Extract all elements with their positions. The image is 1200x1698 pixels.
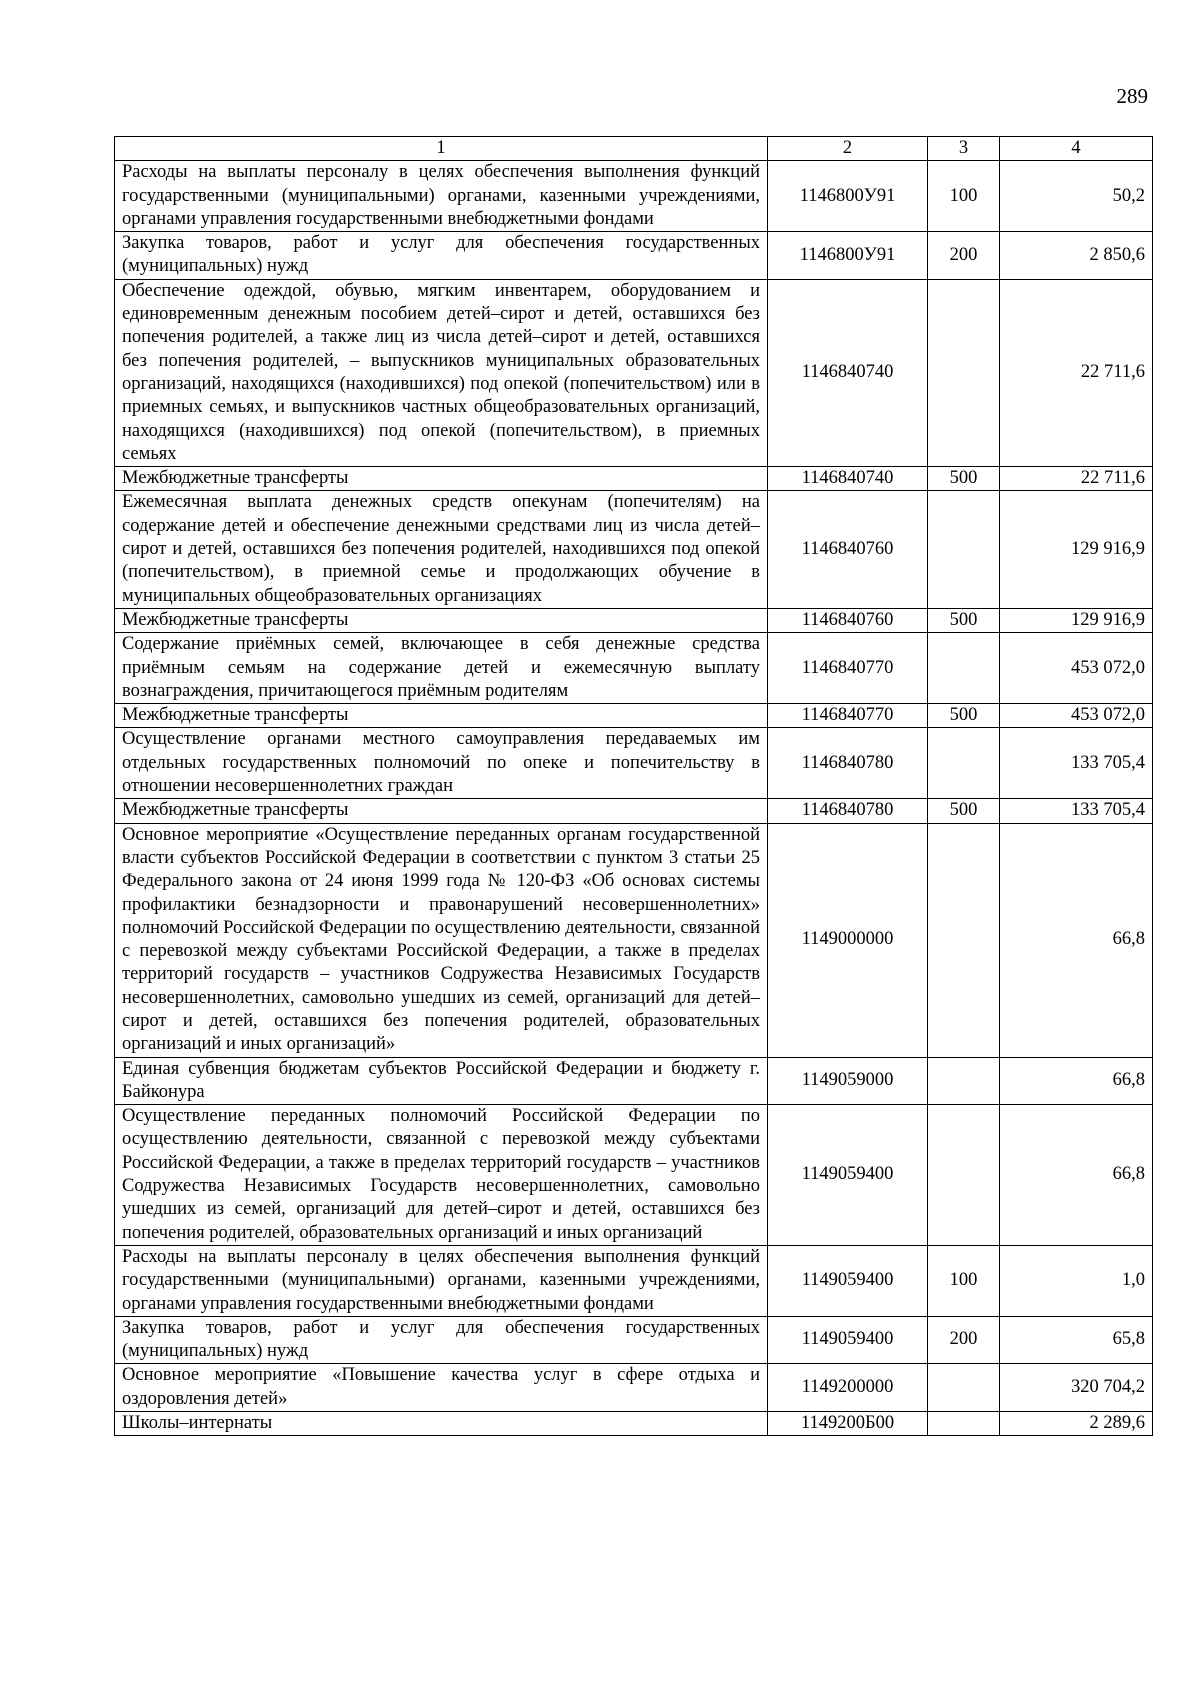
table-row: [115, 491, 1153, 608]
row-expense-type: [928, 1057, 1000, 1105]
row-description: Расходы на выплаты персоналу в целях обеспечения выполнения функций государственными (муниципальными) органами, казенными учреждениями, органами управления государственными внебюджетными фондами: [115, 161, 768, 232]
row-description: Основное мероприятие «Осуществление переданных органам государственной власти субъектов Российской Федерации в соответствии с пунктом 3 статьи 25 Федерального закона от 24 июня 1999 года № 120-ФЗ «Об основах системы профилактики безнадзорности и правонарушений несовершеннолетних» полномочий Российской Федерации по осуществлению деятельности, связанной с перевозкой между субъектами Российской Федерации, а также в пределах территорий государств – участников Содружества Независимых Государств несовершеннолетних, самовольно ушедших из семей, организаций для детей–сирот и детей, оставшихся без попечения родителей, образовательных организаций и иных организаций»: [115, 823, 768, 1057]
row-description: Основное мероприятие «Повышение качества услуг в сфере отдыха и оздоровления детей»: [115, 1364, 768, 1412]
row-target-code: 1149059400: [768, 1316, 928, 1364]
row-expense-type: [928, 279, 1000, 466]
row-amount: 2 289,6: [1000, 1412, 1153, 1436]
row-target-code: 1149059400: [768, 1105, 928, 1246]
table-row: [115, 1364, 1153, 1412]
table-row: [115, 799, 1153, 823]
row-description: Межбюджетные трансферты: [115, 608, 768, 632]
row-expense-type: [928, 633, 1000, 704]
row-description: Ежемесячная выплата денежных средств опекунам (попечителям) на содержание детей и обеспечение денежными средствами лиц из числа детей–сирот и детей, оставшихся без попечения родителей, находившихся под опекой (попечительством), в приемной семье и продолжающих обучение в муниципальных общеобразовательных организациях: [115, 491, 768, 608]
row-description: Закупка товаров, работ и услуг для обеспечения государственных (муниципальных) нужд: [115, 232, 768, 280]
row-amount: 66,8: [1000, 823, 1153, 1057]
row-expense-type: 100: [928, 161, 1000, 232]
row-expense-type: 200: [928, 1316, 1000, 1364]
row-target-code: 1146840780: [768, 728, 928, 799]
table-row: [115, 1316, 1153, 1364]
row-target-code: 1146800У91: [768, 232, 928, 280]
row-target-code: 1149200Б00: [768, 1412, 928, 1436]
row-target-code: 1146840740: [768, 279, 928, 466]
row-target-code: 1146840740: [768, 467, 928, 491]
row-expense-type: 500: [928, 799, 1000, 823]
row-amount: 129 916,9: [1000, 608, 1153, 632]
header-row: [115, 137, 1153, 161]
row-target-code: 1146800У91: [768, 161, 928, 232]
row-amount: 1,0: [1000, 1245, 1153, 1316]
row-amount: 453 072,0: [1000, 704, 1153, 728]
row-description: Межбюджетные трансферты: [115, 467, 768, 491]
column-header: 2: [768, 137, 928, 161]
table-row: [115, 633, 1153, 704]
budget-table: [114, 136, 1153, 1436]
row-amount: 50,2: [1000, 161, 1153, 232]
table-row: [115, 728, 1153, 799]
row-expense-type: [928, 823, 1000, 1057]
row-description: Межбюджетные трансферты: [115, 799, 768, 823]
row-amount: 133 705,4: [1000, 799, 1153, 823]
row-description: Закупка товаров, работ и услуг для обеспечения государственных (муниципальных) нужд: [115, 1316, 768, 1364]
row-description: Осуществление органами местного самоуправления передаваемых им отдельных государственных полномочий по опеке и попечительству в отношении несовершеннолетних граждан: [115, 728, 768, 799]
row-expense-type: [928, 1364, 1000, 1412]
row-description: Обеспечение одеждой, обувью, мягким инвентарем, оборудованием и единовременным денежным пособием детей–сирот и детей, оставшихся без попечения родителей, а также лиц из числа детей–сирот и детей, оставшихся без попечения родителей, – выпускников муниципальных образовательных организаций, находящихся (находившихся) под опекой (попечительством) или в приемных семьях, и выпускников частных общеобразовательных организаций, находящихся (находившихся) под опекой (попечительством), в приемных семьях: [115, 279, 768, 466]
row-expense-type: [928, 728, 1000, 799]
column-header: 3: [928, 137, 1000, 161]
row-expense-type: [928, 491, 1000, 608]
table-row: [115, 1412, 1153, 1436]
table-row: [115, 823, 1153, 1057]
row-amount: 453 072,0: [1000, 633, 1153, 704]
row-target-code: 1149000000: [768, 823, 928, 1057]
page-number: 289: [1116, 84, 1148, 108]
table-row: [115, 232, 1153, 280]
row-description: Осуществление переданных полномочий Российской Федерации по осуществлению деятельности, связанной с перевозкой между субъектами Российской Федерации, а также в пределах территорий государств – участников Содружества Независимых Государств несовершеннолетних, самовольно ушедших из семей, организаций для детей–сирот и детей, оставшихся без попечения родителей, образовательных организаций и иных организаций: [115, 1105, 768, 1246]
row-target-code: 1149200000: [768, 1364, 928, 1412]
row-description: Содержание приёмных семей, включающее в себя денежные средства приёмным семьям на содержание детей и ежемесячную выплату вознаграждения, причитающегося приёмным родителям: [115, 633, 768, 704]
row-target-code: 1149059400: [768, 1245, 928, 1316]
table-row: [115, 161, 1153, 232]
row-expense-type: [928, 1412, 1000, 1436]
row-expense-type: 500: [928, 704, 1000, 728]
row-expense-type: 500: [928, 608, 1000, 632]
row-description: Межбюджетные трансферты: [115, 704, 768, 728]
row-expense-type: 500: [928, 467, 1000, 491]
row-amount: 66,8: [1000, 1105, 1153, 1246]
table-row: [115, 1245, 1153, 1316]
row-expense-type: [928, 1105, 1000, 1246]
row-target-code: 1146840770: [768, 704, 928, 728]
row-amount: 22 711,6: [1000, 467, 1153, 491]
table-row: [115, 279, 1153, 466]
row-description: Расходы на выплаты персоналу в целях обеспечения выполнения функций государственными (муниципальными) органами, казенными учреждениями, органами управления государственными внебюджетными фондами: [115, 1245, 768, 1316]
row-target-code: 1146840760: [768, 491, 928, 608]
table-row: [115, 608, 1153, 632]
row-target-code: 1146840780: [768, 799, 928, 823]
table-row: [115, 1105, 1153, 1246]
row-expense-type: 200: [928, 232, 1000, 280]
row-amount: 133 705,4: [1000, 728, 1153, 799]
column-header: 1: [115, 137, 768, 161]
row-amount: 2 850,6: [1000, 232, 1153, 280]
row-amount: 129 916,9: [1000, 491, 1153, 608]
column-header: 4: [1000, 137, 1153, 161]
row-description: Единая субвенция бюджетам субъектов Российской Федерации и бюджету г. Байконура: [115, 1057, 768, 1105]
row-amount: 65,8: [1000, 1316, 1153, 1364]
table-row: [115, 467, 1153, 491]
row-target-code: 1146840770: [768, 633, 928, 704]
row-description: Школы–интернаты: [115, 1412, 768, 1436]
row-target-code: 1149059000: [768, 1057, 928, 1105]
row-amount: 320 704,2: [1000, 1364, 1153, 1412]
row-target-code: 1146840760: [768, 608, 928, 632]
row-expense-type: 100: [928, 1245, 1000, 1316]
table-row: [115, 1057, 1153, 1105]
table-row: [115, 704, 1153, 728]
row-amount: 66,8: [1000, 1057, 1153, 1105]
row-amount: 22 711,6: [1000, 279, 1153, 466]
